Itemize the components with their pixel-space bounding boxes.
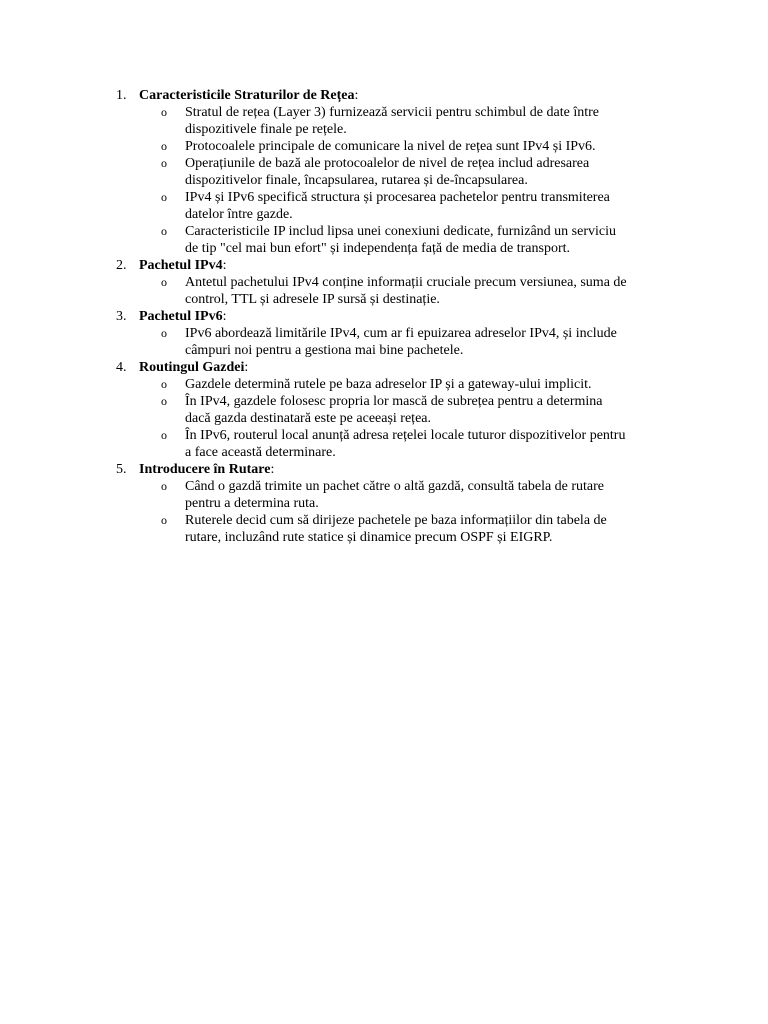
list-item-text: pentru a determina ruta. (185, 496, 319, 511)
bullet-circle-icon: o (161, 513, 167, 527)
list-item-text: câmpuri noi pentru a gestiona mai bine pachetele. (185, 343, 464, 358)
list-item-text: Antetul pachetului IPv4 conține informații cruciale precum versiunea, suma de (185, 275, 627, 290)
list-item-text: Protocoalele principale de comunicare la nivel de rețea sunt IPv4 și IPv6. (185, 139, 596, 154)
bullet-list (139, 325, 690, 359)
section-heading (139, 359, 690, 376)
list-item (139, 393, 690, 427)
bullet-circle-icon: o (161, 275, 167, 289)
list-item (139, 189, 690, 223)
list-item (139, 223, 690, 257)
list-section (110, 87, 690, 257)
list-item (139, 478, 690, 512)
list-item-text: IPv6 abordează limitările IPv4, cum ar fi epuizarea adreselor IPv4, și include (185, 326, 617, 341)
list-item (139, 155, 690, 189)
section-title: Introducere în Rutare (139, 462, 271, 477)
list-item-text: Stratul de rețea (Layer 3) furnizează servicii pentru schimbul de date între (185, 105, 599, 120)
bullet-circle-icon: o (161, 156, 167, 170)
list-item-text: Operațiunile de bază ale protocoalelor de nivel de rețea includ adresarea (185, 156, 590, 171)
bullet-circle-icon: o (161, 105, 167, 119)
section-heading (139, 308, 690, 325)
bullet-circle-icon: o (161, 190, 167, 204)
section-number: 1. (116, 88, 127, 103)
numbered-list (110, 87, 690, 546)
list-item-text: dacă gazda destinatară este pe aceeași rețea. (185, 411, 431, 426)
section-number: 4. (116, 360, 127, 375)
list-item-text: IPv4 și IPv6 specifică structura și procesarea pachetelor pentru transmiterea (185, 190, 610, 205)
list-item (139, 274, 690, 308)
section-title-colon: : (244, 360, 249, 375)
bullet-circle-icon: o (161, 479, 167, 493)
section-heading (139, 461, 690, 478)
section-title: Pachetul IPv6 (139, 309, 223, 324)
list-section (110, 359, 690, 461)
section-number: 5. (116, 462, 127, 477)
list-item-text: dispozitivelor finale, încapsularea, rutarea și de-încapsularea. (185, 173, 528, 188)
section-title-colon: : (354, 88, 359, 103)
bullet-circle-icon: o (161, 326, 167, 340)
list-item-text: În IPv6, routerul local anunță adresa rețelei locale tuturor dispozitivelor pentru (185, 428, 626, 443)
bullet-circle-icon: o (161, 428, 167, 442)
bullet-list (139, 274, 690, 308)
section-title: Pachetul IPv4 (139, 258, 223, 273)
list-item (139, 104, 690, 138)
section-title-colon: : (222, 258, 227, 273)
bullet-circle-icon: o (161, 394, 167, 408)
bullet-circle-icon: o (161, 224, 167, 238)
list-item-text: control, TTL și adresele IP sursă și destinație. (185, 292, 440, 307)
list-item (139, 512, 690, 546)
section-title-colon: : (222, 309, 227, 324)
list-item-text: a face această determinare. (185, 445, 336, 460)
list-item (139, 427, 690, 461)
list-item-text: Când o gazdă trimite un pachet către o altă gazdă, consultă tabela de rutare (185, 479, 605, 494)
bullet-circle-icon: o (161, 139, 167, 153)
list-section (110, 257, 690, 308)
section-number: 3. (116, 309, 127, 324)
bullet-list (139, 104, 690, 257)
bullet-circle-icon: o (161, 377, 167, 391)
section-title: Routingul Gazdei (139, 360, 245, 375)
list-item-text: În IPv4, gazdele folosesc propria lor mască de subrețea pentru a determina (185, 394, 603, 409)
list-item-text: Caracteristicile IP includ lipsa unei conexiuni dedicate, furnizând un serviciu (185, 224, 616, 239)
section-heading (139, 257, 690, 274)
list-item (139, 138, 690, 155)
list-item-text: Gazdele determină rutele pe baza adreselor IP și a gateway-ului implicit. (185, 377, 592, 392)
list-item-text: Ruterele decid cum să dirijeze pachetele pe baza informațiilor din tabela de (185, 513, 607, 528)
bullet-list (139, 478, 690, 546)
section-number: 2. (116, 258, 127, 273)
list-item-text: rutare, incluzând rute statice și dinamice precum OSPF și EIGRP. (185, 530, 553, 545)
section-title: Caracteristicile Straturilor de Rețea (139, 88, 355, 103)
list-section (110, 461, 690, 546)
list-item (139, 325, 690, 359)
list-item-text: dispozitivele finale pe rețele. (185, 122, 347, 137)
list-item-text: de tip "cel mai bun efort" și independența față de media de transport. (185, 241, 571, 256)
bullet-list (139, 376, 690, 461)
list-section (110, 308, 690, 359)
section-title-colon: : (270, 462, 275, 477)
list-item-text: datelor între gazde. (185, 207, 293, 222)
list-item (139, 376, 690, 393)
section-heading (139, 87, 690, 104)
